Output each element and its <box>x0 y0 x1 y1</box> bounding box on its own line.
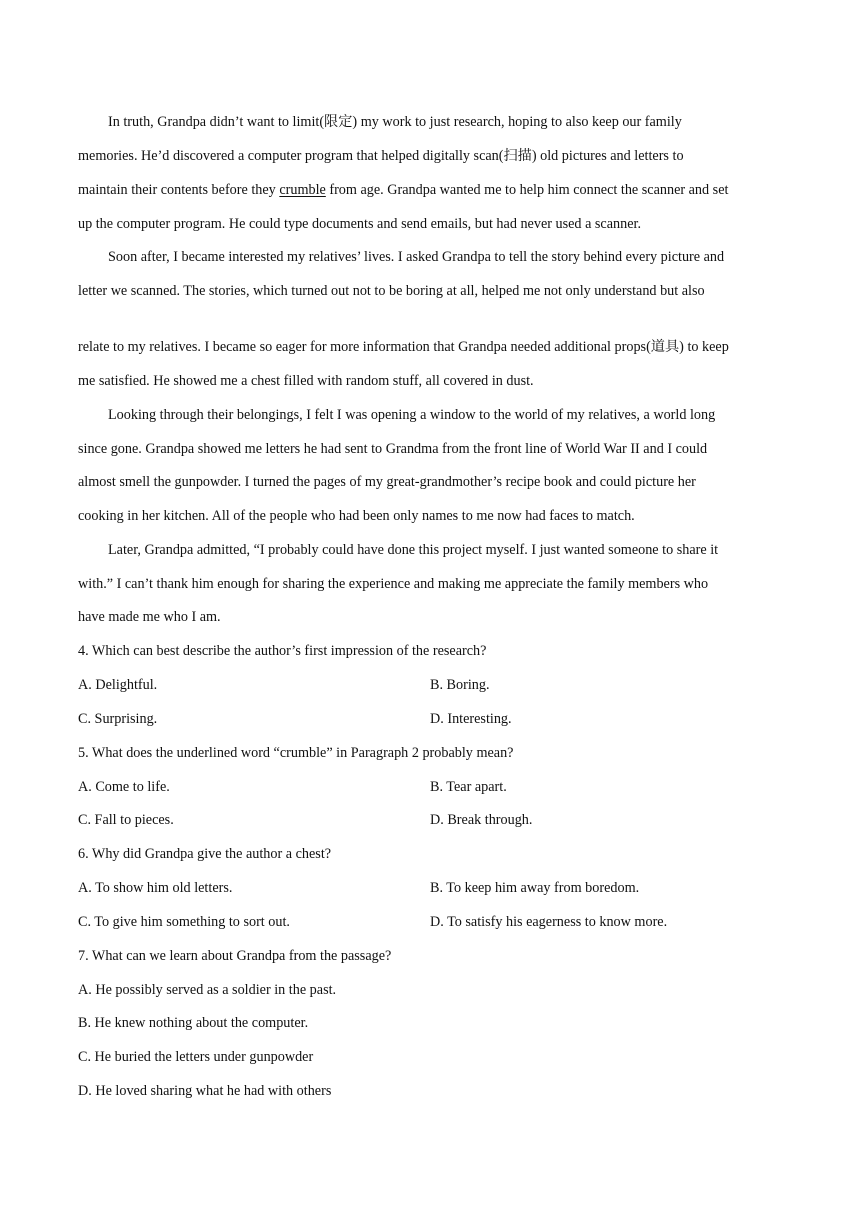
question-6-option-d: D. To satisfy his eagerness to know more. <box>430 914 668 930</box>
passage-p4-line-3: have made me who I am. <box>78 609 221 625</box>
passage-p2-line-3: relate to my relatives. I became so eager for more information that Grandpa needed additional props(道具) to keep <box>78 339 729 355</box>
question-7-option-c: C. He buried the letters under gunpowder <box>78 1049 314 1065</box>
question-5-option-a: A. Come to life. <box>78 779 170 795</box>
passage-p4-line-2: with.” I can’t thank him enough for sharing the experience and making me appreciate the family members who <box>78 576 709 592</box>
question-4-option-c: C. Surprising. <box>78 711 158 727</box>
passage-p3-line-3: almost smell the gunpowder. I turned the pages of my great-grandmother’s recipe book and could picture her <box>78 474 696 490</box>
question-4-stem: 4. Which can best describe the author’s first impression of the research? <box>78 643 487 659</box>
question-6-option-a: A. To show him old letters. <box>78 880 233 896</box>
question-4-option-a: A. Delightful. <box>78 677 158 693</box>
question-6-option-b: B. To keep him away from boredom. <box>430 880 640 896</box>
question-7-option-d: D. He loved sharing what he had with others <box>78 1083 332 1099</box>
passage-p1-line-3 <box>78 181 728 199</box>
passage-p2-line-2: letter we scanned. The stories, which turned out not to be boring at all, helped me not only understand but also <box>78 283 705 299</box>
passage-p4-line-1: Later, Grandpa admitted, “I probably could have done this project myself. I just wanted someone to share it <box>108 542 719 558</box>
passage-p1-line-4: up the computer program. He could type documents and send emails, but had never used a scanner. <box>78 216 641 232</box>
passage-p2-line-1: Soon after, I became interested my relatives’ lives. I asked Grandpa to tell the story behind every picture and <box>108 249 725 265</box>
passage-p1-line-3-after: from age. Grandpa wanted me to help him connect the scanner and set <box>325 182 729 198</box>
underlined-word-crumble: crumble <box>279 182 326 198</box>
question-4-option-b: B. Boring. <box>430 677 490 693</box>
question-5-option-d: D. Break through. <box>430 812 533 828</box>
passage-p1-line-1: In truth, Grandpa didn’t want to limit(限定) my work to just research, hoping to also keep our family <box>108 114 682 130</box>
question-4-option-d: D. Interesting. <box>430 711 512 727</box>
question-6-option-c: C. To give him something to sort out. <box>78 914 290 930</box>
question-5-option-b: B. Tear apart. <box>430 779 507 795</box>
question-5-option-c: C. Fall to pieces. <box>78 812 174 828</box>
passage-p2-line-4: me satisfied. He showed me a chest filled with random stuff, all covered in dust. <box>78 373 534 389</box>
question-7-stem: 7. What can we learn about Grandpa from the passage? <box>78 948 392 964</box>
question-5-stem: 5. What does the underlined word “crumble” in Paragraph 2 probably mean? <box>78 745 514 761</box>
question-6-stem: 6. Why did Grandpa give the author a chest? <box>78 846 332 862</box>
passage-p3-line-4: cooking in her kitchen. All of the people who had been only names to me now had faces to match. <box>78 508 635 524</box>
passage-p1-line-3-before: maintain their contents before they <box>78 182 280 198</box>
passage-p1-line-2: memories. He’d discovered a computer program that helped digitally scan(扫描) old pictures and letters to <box>78 148 684 164</box>
passage-p3-line-1: Looking through their belongings, I felt I was opening a window to the world of my relatives, a world long <box>108 407 716 423</box>
question-7-option-a: A. He possibly served as a soldier in the past. <box>78 982 337 998</box>
passage-p3-line-2: since gone. Grandpa showed me letters he had sent to Grandma from the front line of World War II and I could <box>78 441 708 457</box>
question-7-option-b: B. He knew nothing about the computer. <box>78 1015 309 1031</box>
